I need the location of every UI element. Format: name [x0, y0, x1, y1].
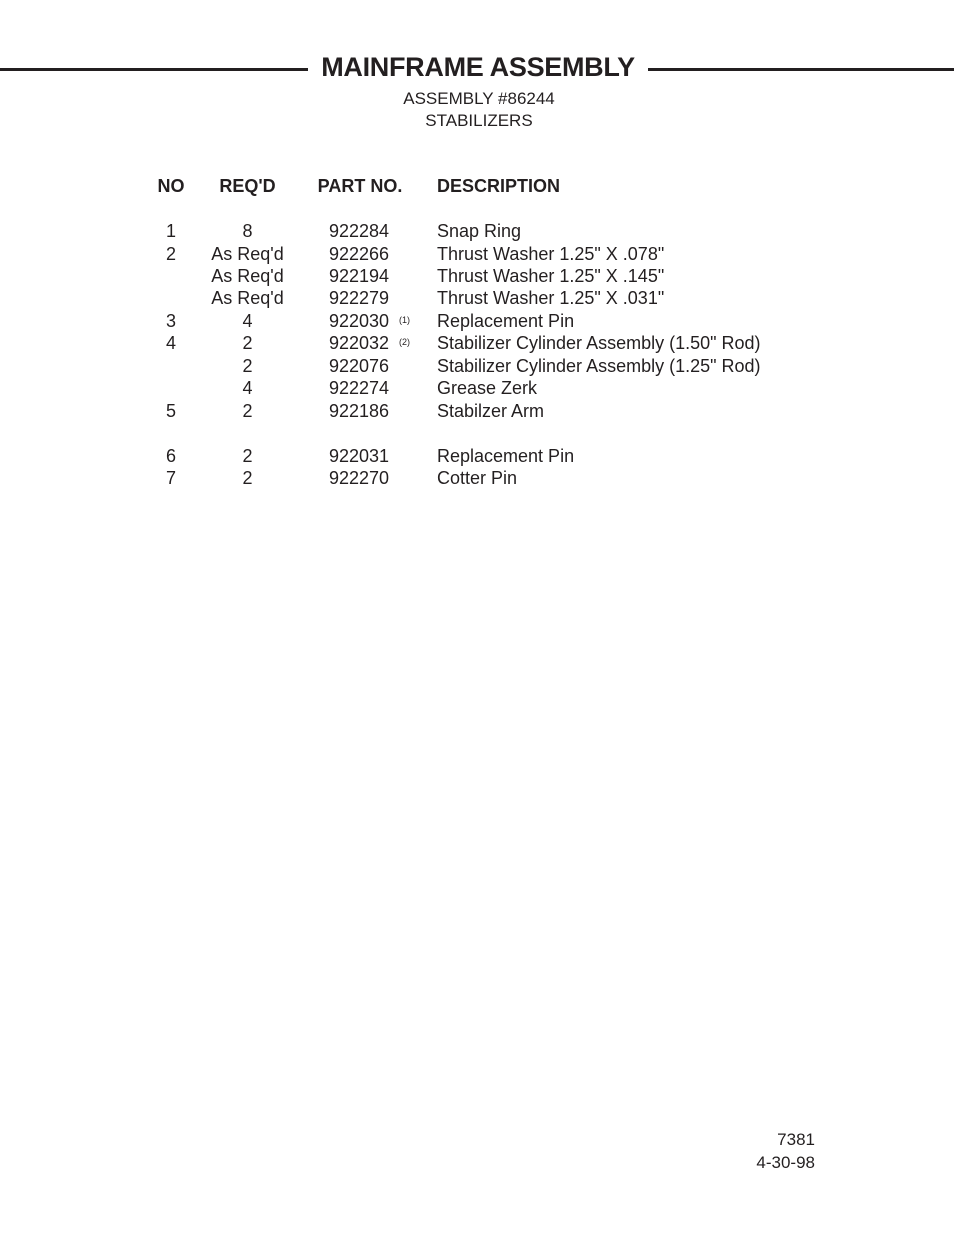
- title-rule-left: [0, 68, 308, 71]
- column-header-part-no: PART NO.: [317, 176, 403, 196]
- row-description: Stabilizer Cylinder Assembly (1.25" Rod): [437, 356, 761, 376]
- footnote-marker: (1): [399, 315, 410, 325]
- row-number: 1: [165, 221, 176, 241]
- row-number: 2: [165, 244, 176, 264]
- row-quantity: 2: [242, 333, 253, 353]
- row-quantity: As Req'd: [211, 266, 284, 286]
- row-part-number: 922194: [328, 266, 390, 286]
- column-header-no: NO: [157, 176, 185, 196]
- row-part-number: 922274: [328, 378, 390, 398]
- row-description: Stabilzer Arm: [437, 401, 545, 421]
- row-quantity: 4: [242, 378, 253, 398]
- row-description: Stabilizer Cylinder Assembly (1.50" Rod): [437, 333, 761, 353]
- row-description: Replacement Pin: [437, 311, 575, 331]
- row-number: 6: [165, 446, 176, 466]
- row-quantity: As Req'd: [211, 244, 284, 264]
- row-quantity: 4: [242, 311, 253, 331]
- row-quantity: As Req'd: [211, 288, 284, 308]
- row-description: Thrust Washer 1.25" X .031": [437, 288, 665, 308]
- row-description: Snap Ring: [437, 221, 522, 241]
- document-number: 7381: [777, 1130, 815, 1149]
- row-part-number: 922266: [328, 244, 390, 264]
- row-description: Grease Zerk: [437, 378, 538, 398]
- row-part-number: 922030: [328, 311, 390, 331]
- row-part-number: 922186: [328, 401, 390, 421]
- column-header-reqd: REQ'D: [219, 176, 276, 196]
- row-description: Replacement Pin: [437, 446, 575, 466]
- row-part-number: 922279: [328, 288, 390, 308]
- row-part-number: 922076: [328, 356, 390, 376]
- row-quantity: 8: [242, 221, 253, 241]
- row-quantity: 2: [242, 356, 253, 376]
- row-quantity: 2: [242, 401, 253, 421]
- row-part-number: 922270: [328, 468, 390, 488]
- row-number: 7: [165, 468, 176, 488]
- title-rule-right: [648, 68, 954, 71]
- row-description: Cotter Pin: [437, 468, 518, 488]
- row-description: Thrust Washer 1.25" X .078": [437, 244, 665, 264]
- page-title: MAINFRAME ASSEMBLY: [321, 52, 635, 82]
- column-header-description: DESCRIPTION: [437, 176, 561, 196]
- assembly-number: ASSEMBLY #86244: [403, 89, 555, 108]
- row-quantity: 2: [242, 468, 253, 488]
- row-description: Thrust Washer 1.25" X .145": [437, 266, 665, 286]
- row-number: 5: [165, 401, 176, 421]
- row-part-number: 922031: [328, 446, 390, 466]
- document-date: 4-30-98: [756, 1153, 815, 1172]
- row-part-number: 922032: [328, 333, 390, 353]
- row-number: 4: [165, 333, 176, 353]
- row-part-number: 922284: [328, 221, 390, 241]
- footnote-marker: (2): [399, 337, 410, 347]
- row-quantity: 2: [242, 446, 253, 466]
- section-name: STABILIZERS: [425, 111, 533, 130]
- row-number: 3: [165, 311, 176, 331]
